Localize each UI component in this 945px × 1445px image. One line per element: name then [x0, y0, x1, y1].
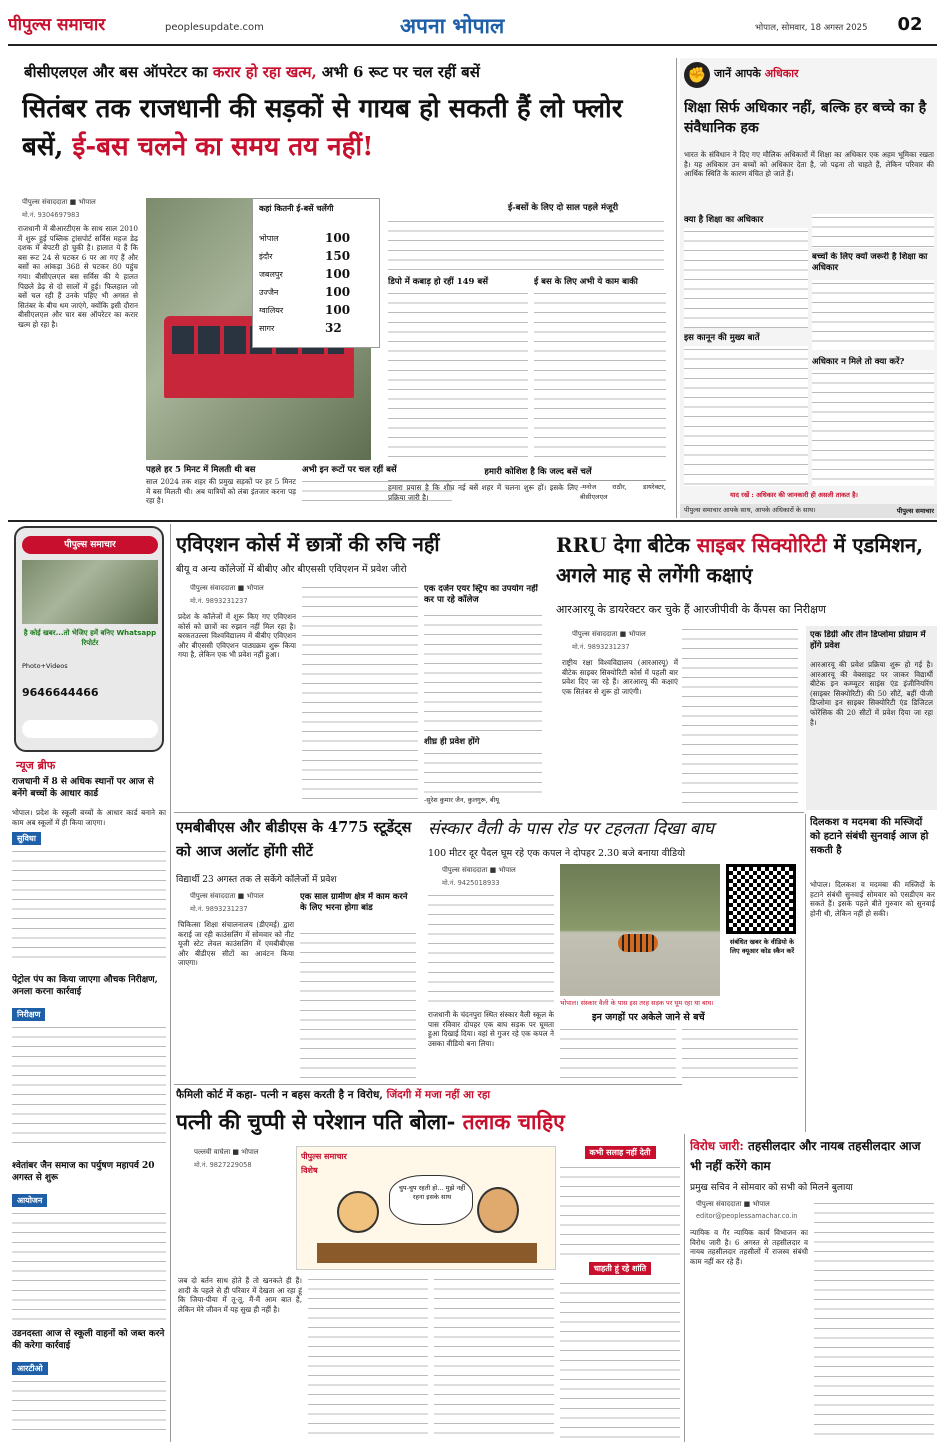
- brief-h2: पेट्रोल पंप का किया जाएगा औचक निरीक्षण, अनला करना कार्रवाई: [12, 975, 158, 997]
- lead-kicker-a: बीसीएलएल और बस ऑपरेटर का: [24, 63, 208, 81]
- rights-sub1: क्या है शिक्षा का अधिकार: [684, 215, 764, 225]
- rru-box: [806, 626, 937, 810]
- rru-box-body: आरआरयू की प्रवेश प्रक्रिया शुरू हो गई है। आरआरयू की वेबसाइट पर जाकर विद्यार्थी बीटेक इन कम्प्यूटर साइंस एंड इंजीनियरिंग (साइबर सिक्योरिटी) की 50 सीटें, बहीं पीजी डिप्लोमा इन साइबर सिक्योरिटी एंड डिजिटल फोरेंसिक की 20 सीटों में प्रवेश दिया जा रहा है।: [810, 660, 933, 727]
- rights-badge-b: अधिकार: [764, 67, 799, 80]
- rights-sub2: इस कानून की मुख्य बातें: [684, 333, 760, 343]
- ebus-stat-value: 32: [325, 321, 342, 335]
- ebus-stat-title: कहां कितनी ई-बसें चलेंगी: [259, 203, 334, 213]
- mosque-body: भोपाल। दिलकश व मदमबा की मस्जिदों के हटाने संबंधी सुनवाई सोमवार को एसडीएम कर सकते हैं। इसके पहले बीते गुरुवार को सुनवाई होनी थी, लेकिन नहीं हो सकी।: [810, 880, 935, 918]
- brief-h4: उडनदस्ता आज से स्कूली वाहनों को जब्त करने की करेगा कार्रवाई: [12, 1329, 165, 1351]
- tiger-headline: संस्कार वैली के पास रोड पर टहलता दिखा बाघ: [428, 819, 714, 839]
- ebus-stat-box: [252, 198, 380, 348]
- lead-headline-a: सितंबर तक राजधानी की सड़कों से गायब हो सकती हैं लो फ्लोर बसें,: [22, 94, 623, 162]
- woman-avatar: [477, 1187, 519, 1233]
- rru-deck: आरआरयू के डायरेक्टर कर चुके हैं आरजीपीवी के कैंपस का निरीक्षण: [556, 603, 826, 616]
- rru-headline: [556, 530, 934, 594]
- brief-h3: श्वेतांबर जैन समाज का पर्युषण महापर्व 20 अगस्त से शुरू: [12, 1161, 155, 1183]
- ebus-stat-city: उज्जैन: [259, 288, 279, 297]
- mbbs-mobile: मो.नं. 9893231237: [190, 905, 248, 913]
- aviation-story: [176, 526, 544, 810]
- family-tag1: [560, 1146, 680, 1160]
- lead-headline: [22, 90, 667, 180]
- tiger-col3: [682, 1026, 798, 1080]
- rights-badge-a: जानें आपके: [714, 67, 761, 80]
- family-headline: [176, 1108, 682, 1140]
- brief-tag3: [12, 1194, 72, 1208]
- ebus-stat-value: 100: [325, 285, 351, 299]
- aviation-col3: [424, 612, 542, 732]
- lead-kicker-b: करार हो रहा खत्म,: [212, 63, 317, 81]
- aviation-quote-by: -सुरेश कुमार जैन, कुलगुरू, बीयू: [424, 796, 499, 804]
- rights-sub4-text: [812, 370, 934, 486]
- aviation-sub2: शीघ्र ही प्रवेश होंगे: [424, 737, 480, 747]
- rights-sub4: अधिकार न मिले तो क्या करें?: [812, 357, 905, 367]
- family-tag2-label: चाहती हूं रहे शांति: [589, 1262, 651, 1275]
- ad-photo: [22, 560, 158, 624]
- tehsildar-deck: प्रमुख सचिव ने सोमवार को सभी को मिलने बुलाया: [690, 1183, 853, 1193]
- tehsildar-email[interactable]: editor@peoplessamachar.co.in: [696, 1212, 798, 1220]
- brief-tag2: [12, 1008, 72, 1022]
- tehsildar-byline: पीपुल्स संवाददाता ■ भोपाल: [696, 1200, 770, 1208]
- tiger-mobile: मो.नं. 9425018933: [442, 879, 500, 887]
- brief-tag1: [12, 832, 72, 846]
- bus-caption: पहले हर 5 मिनट में मिलती थी बस: [146, 465, 256, 475]
- col-rule-mosque: [805, 814, 806, 1132]
- family-tag2: [560, 1262, 680, 1276]
- speech-bubble-text: चुप-चुप रहती हो... मुझे नहीं रहना इसके साथ: [398, 1184, 466, 1201]
- ebus-stat-value: 100: [325, 267, 351, 281]
- rights-sub2-text: [684, 346, 808, 486]
- ad-logo: पीपुल्स समाचार: [22, 536, 158, 554]
- tehsildar-headline: [690, 1136, 936, 1178]
- masthead: [0, 0, 945, 50]
- tehsildar-col2: [814, 1200, 934, 1440]
- quote-subhead: हमारी कोशिश है कि जल्द बसें चलें: [484, 467, 592, 477]
- approval-subhead: ई-बसों के लिए दो साल पहले मंजूरी: [507, 203, 619, 213]
- aviation-sub: एक दर्जन एयर स्ट्रिप का उपयोग नहीं कर पा रहे कॉलेज: [424, 584, 538, 605]
- news-brief-title: न्यूज ब्रीफ: [16, 759, 56, 772]
- rights-column: [680, 58, 937, 518]
- lead-headline-b: ई-बस चलने का समय तय नहीं!: [72, 132, 374, 162]
- masthead-logo: पीपुल्स समाचार: [8, 15, 106, 35]
- man-avatar: [337, 1191, 379, 1233]
- family-kicker-a: फैमिली कोर्ट में कहा- पत्नी न बहस करती है न विरोध,: [176, 1089, 383, 1101]
- ebus-stat-list: [259, 231, 375, 345]
- lead-story: [8, 52, 672, 512]
- ebus-stat-row: [259, 321, 375, 337]
- rru-story: [552, 526, 937, 810]
- tiger-icon: [618, 934, 658, 952]
- family-col4b: [560, 1280, 680, 1440]
- cartoon-label: विशेष: [301, 1166, 318, 1175]
- lead-kicker: [24, 62, 664, 82]
- qr-caption: संबंधित खबर के वीडियो के लिए क्यूआर कोड स्कैन करें: [729, 938, 795, 955]
- ebus-stat-row: [259, 267, 375, 283]
- speech-bubble: [389, 1175, 473, 1225]
- tehsildar-headline-b: तहसीलदार और नायब तहसीलदार आज भी नहीं करेंगे काम: [690, 1139, 921, 1173]
- rights-badge: [714, 66, 914, 82]
- brief-body1: भोपाल। प्रदेश के स्कूली बच्चों के आधार कार्ड बनाने का काम अब स्कूलों में ही किया जाएगा।: [12, 808, 166, 827]
- lead-byline: पीपुल्स संवाददाता ■ भोपाल: [22, 198, 96, 206]
- family-byline: पल्लवी वाघेला ■ भोपाल: [194, 1148, 259, 1156]
- ebus-stat-city: ग्वालियर: [259, 306, 284, 315]
- tiger-photo-caption: भोपाल। संस्कार वैली के पास इस तरह सड़क पर घूम रहा था बाघ।: [560, 999, 714, 1007]
- fist-icon: ✊: [684, 62, 710, 88]
- rights-body: भारत के संविधान ने दिए गए मौलिक अधिकारों में शिक्षा का अधिकार एक अहम भूमिका रखता है। यह अधिकार उन बच्चों को अधिकार देता है, जो पढ़ना तो चाहते हैं, लेकिन परिवार की आर्थिक स्थिति के कारण वंचित हो जाते हैं।: [684, 150, 934, 179]
- rights-footer: [680, 504, 937, 518]
- col-rule-top: [676, 58, 677, 518]
- rru-body: राष्ट्रीय रक्षा विश्वविद्यालय (आरआरयू) में बीटेक साइबर सिक्योरिटी कोर्स में पहली बार प्रवेश दिए जा रहे हैं। आरआरयू की कक्षाएं एक सितंबर से शुरू हो जाएंगी।: [562, 658, 678, 696]
- brief-text3: [12, 1210, 166, 1320]
- pending-text: [534, 290, 666, 458]
- rights-headline: शिक्षा सिर्फ अधिकार नहीं, बल्कि हर बच्चे का है संवैधानिक हक: [684, 100, 927, 136]
- page-number: 02: [897, 14, 923, 35]
- masthead-url[interactable]: peoplesupdate.com: [165, 22, 264, 33]
- family-mobile: मो.नं. 9827229058: [194, 1161, 252, 1169]
- mbbs-body: चिकित्सा शिक्षा संचालनालय (डीएमई) द्वारा कराई जा रही काउंसलिंग में सोमवार को नीट यूजी स्टेट लेवल काउंसलिंग में एमबीबीएस और बीडीएस सीटों का आवंटन किया जाएगा।: [178, 920, 294, 968]
- ad-input-bar: [22, 720, 158, 738]
- family-tag1-label: कभी सलाह नहीं देती: [585, 1146, 656, 1159]
- dateline: भोपाल, सोमवार, 18 अगस्त 2025: [755, 23, 868, 33]
- rights-footer-tag: पीपुल्स समाचार: [896, 507, 934, 515]
- tiger-body: राजधानी के चंदनपुरा स्थित संस्कार वैली स्कूल के पास रविवार दोपहर एक बाघ सड़क पर घूमता हुआ दिखाई दिया। वहां से गुजर रहे एक कपल ने उसका वीडियो बना लिया।: [428, 1010, 554, 1048]
- rule-mid2: [174, 812, 804, 813]
- aviation-quote: [424, 750, 542, 794]
- mbbs-story: [176, 814, 416, 1082]
- rights-note: याद रखें : अधिकार की जानकारी ही असली ताकत है।: [730, 491, 859, 499]
- cartoon: [296, 1146, 556, 1270]
- ebus-stat-row: [259, 303, 375, 319]
- masthead-rule: [8, 44, 937, 46]
- family-headline-b: तलाक चाहिए: [462, 1109, 565, 1134]
- whatsapp-ad: [14, 526, 164, 752]
- rru-headline-b: साइबर सिक्योरिटी: [696, 533, 827, 557]
- brief-text4: [12, 1378, 166, 1438]
- quote-text: हमारा प्रयास है कि शीघ्र नई बसें शहर में चलना शुरू हों। इसके लिए प्रक्रिया जारी है।: [388, 483, 578, 502]
- ebus-stat-city: जबलपुर: [259, 270, 283, 279]
- qr-code[interactable]: [726, 864, 796, 934]
- tiger-photo: [560, 864, 720, 996]
- col-rule-brief: [170, 524, 171, 1442]
- rru-box-title: एक डिग्री और तीन डिप्लोमा प्रोग्राम में होंगे प्रवेश: [810, 630, 926, 651]
- ebus-stat-row: [259, 231, 375, 247]
- brief-tag1-label: सुविधा: [12, 832, 41, 845]
- aviation-deck: बीयू व अन्य कॉलेजों में बीबीए और बीएससी एविएशन में प्रवेश जीरो: [176, 564, 407, 575]
- family-story: [176, 1086, 682, 1442]
- lead-body: राजधानी में बीआरटीएस के साथ साल 2010 में शुरू हुई पब्लिक ट्रांसपोर्ट सर्विस महज डेढ़ दशक में बेपटरी हो चुकी है। हालात ये हैं कि बस रूट 24 से घटकर 6 पर आ गए हैं और बसों का आंकड़ा 368 से घटकर 80 पहुंच गया। बीसीएलएल बस सर्विस की ये हालत पिछले डेढ़ से दो सालों में हुई। फिलहाल जो बसें चल रही हैं उनके पहिए भी अगस्त से सितंबर के बीच थम जाएंगे, क्योंकि इसी दौरान बीसीएलएल और चार बस ऑपरेटर का करार खत्म हो रहा है।: [18, 224, 138, 329]
- aviation-byline: पीपुल्स संवाददाता ■ भोपाल: [190, 584, 264, 592]
- mbbs-sub: एक साल ग्रामीण क्षेत्र में काम करने के लिए भरना होगा बांड: [300, 892, 408, 913]
- routes-subhead: अभी इन रूटों पर चल रहीं बसें: [302, 465, 397, 475]
- mbbs-byline: पीपुल्स संवाददाता ■ भोपाल: [190, 892, 264, 900]
- ad-label: Photo+Videos: [22, 662, 68, 670]
- mbbs-col2: [300, 930, 416, 1080]
- ebus-stat-city: इंदौर: [259, 252, 273, 261]
- aviation-body: प्रदेश के कॉलेजों में शुरू किए गए एविएशन कोर्स को छात्रों का रुझान नहीं मिल रहा है। बरकतउल्ला विश्वविद्यालय में बीबीए एविएशन और बीएससी एविएशन पाठ्यक्रम शुरू किया गया है, लेकिन एक भी प्रवेश नहीं हुआ।: [178, 612, 296, 660]
- rru-headline-a: RRU देगा बीटेक: [556, 533, 690, 557]
- tiger-sub: इन जगहों पर अकेले जाने से बचें: [592, 1012, 705, 1022]
- mbbs-headline: एमबीबीएस और बीडीएस के 4775 स्टूडेंट्स को आज अलॉट होंगी सीटें: [176, 819, 412, 860]
- brief-text1: [12, 848, 166, 966]
- tiger-story: [422, 814, 802, 1082]
- brief-text2: [12, 1024, 166, 1152]
- quote-box: [388, 480, 666, 512]
- col-rule-family: [684, 1134, 685, 1442]
- rights-col2-text: [812, 214, 934, 248]
- brief-tag4-label: आरटीओ: [12, 1362, 48, 1375]
- brief-tag4: [12, 1362, 72, 1376]
- tehsildar-story: [688, 1134, 937, 1442]
- rule-mid3: [174, 1084, 682, 1085]
- depot-subhead: डिपो में कबाड़ हो रहीं 149 बसें: [388, 277, 488, 287]
- approval-text: [388, 218, 664, 270]
- family-headline-a: पत्नी की चुप्पी से परेशान पति बोला-: [176, 1109, 456, 1134]
- table-shape: [317, 1243, 537, 1263]
- section-title: अपना भोपाल: [400, 14, 505, 38]
- rru-col2: [682, 626, 798, 808]
- tiger-col1: [428, 892, 554, 1004]
- lead-kicker-c: अभी 6 रूट पर चल रहीं बसें: [321, 63, 480, 81]
- rule-mid1: [8, 520, 937, 522]
- ad-number[interactable]: 9646644466: [22, 686, 99, 699]
- family-col3: [434, 1276, 554, 1440]
- brief-tag2-label: निरीक्षण: [12, 1008, 45, 1021]
- tiger-col2: [560, 1026, 676, 1080]
- aviation-headline: एविएशन कोर्स में छात्रों की रुचि नहीं: [176, 532, 440, 556]
- tiger-deck: 100 मीटर दूर पैदल घूम रहे एक कपल ने दोपहर 2.30 बजे बनाया वीडियो: [428, 848, 686, 859]
- family-kicker: [176, 1088, 682, 1104]
- family-col2: [308, 1276, 428, 1440]
- rights-sub3: बच्चों के लिए क्यों जरूरी है शिक्षा का अधिकार: [812, 252, 928, 273]
- bus-caption-body: साल 2024 तक शहर की प्रमुख सड़कों पर हर 5 मिनट में बस मिलती थी। अब यात्रियों को लंबा इंतजार करना पड़ रहा है।: [146, 477, 296, 506]
- aviation-col2: [302, 584, 418, 808]
- ebus-stat-city: भोपाल: [259, 234, 279, 243]
- rru-headline-c: में एडमिशन, अगले माह से लगेंगी कक्षाएं: [556, 533, 924, 587]
- ad-text: है कोई खबर...तो भेजिए हमें बनिए Whatsapp रिपोर्टर: [23, 629, 157, 647]
- pending-subhead: ई बस के लिए अभी ये काम बाकी: [534, 277, 638, 287]
- tehsildar-headline-a: विरोध जारी:: [690, 1139, 744, 1153]
- rru-mobile: मो.नं. 9893231237: [572, 643, 630, 651]
- mbbs-deck: विद्यार्थी 23 अगस्त तक ले सकेंगे कॉलेजों में प्रवेश: [176, 875, 337, 885]
- brief-h1: राजधानी में 8 से अधिक स्थानों पर आज से बनेंगे बच्चों के आधार कार्ड: [12, 777, 154, 799]
- rights-sub3-text: [812, 280, 934, 350]
- ebus-stat-row: [259, 285, 375, 301]
- quote-by: -मनोज राठौर, डायरेक्टर, बीसीएलएल: [580, 483, 666, 501]
- family-kicker-b: जिंदगी में मजा नहीं आ रहा: [386, 1089, 491, 1101]
- news-brief: [8, 756, 168, 1442]
- rights-footer-text: पीपुल्स समाचार आपके साथ, आपके अधिकारों के साथ।: [684, 506, 816, 514]
- family-body: जब दो बर्तन साथ होते हैं तो खनकते ही हैं। शादी के पहले से ही परिवार में देखता आ रहा हूं कि जिया-पीया में तू-तू, मैं-मैं आम बात है, लेकिन मेरे जीवन में यह सुख ही नहीं है।: [178, 1276, 302, 1314]
- aviation-mobile: मो.नं. 9893231237: [190, 597, 248, 605]
- family-col4a: [560, 1164, 680, 1256]
- ebus-stat-row: [259, 249, 375, 265]
- ebus-stat-value: 100: [325, 303, 351, 317]
- rights-sub1-text: [684, 228, 808, 328]
- tehsildar-body: न्यायिक व गैर न्यायिक कार्य विभाजन का विरोध जारी है। 6 अगस्त से तहसीलदार व नायब तहसीलदार तहसीलों में राजस्व संबंधी काम नहीं कर रहे हैं।: [690, 1228, 808, 1266]
- cartoon-logo: पीपुल्स समाचार: [301, 1152, 347, 1161]
- ebus-stat-value: 100: [325, 231, 351, 245]
- brief-tag3-label: आयोजन: [12, 1194, 47, 1207]
- lead-mobile: मो.नं. 9304697983: [22, 211, 80, 219]
- depot-text: [388, 290, 528, 458]
- ebus-stat-value: 150: [325, 249, 351, 263]
- tiger-byline: पीपुल्स संवाददाता ■ भोपाल: [442, 866, 516, 874]
- mosque-headline: दिलकश व मदमबा की मस्जिदों को हटाने संबंधी सुनवाई आज हो सकती है: [810, 817, 929, 856]
- rru-byline: पीपुल्स संवाददाता ■ भोपाल: [572, 630, 646, 638]
- ebus-stat-city: सागर: [259, 324, 275, 333]
- mosque-story: [808, 814, 937, 1132]
